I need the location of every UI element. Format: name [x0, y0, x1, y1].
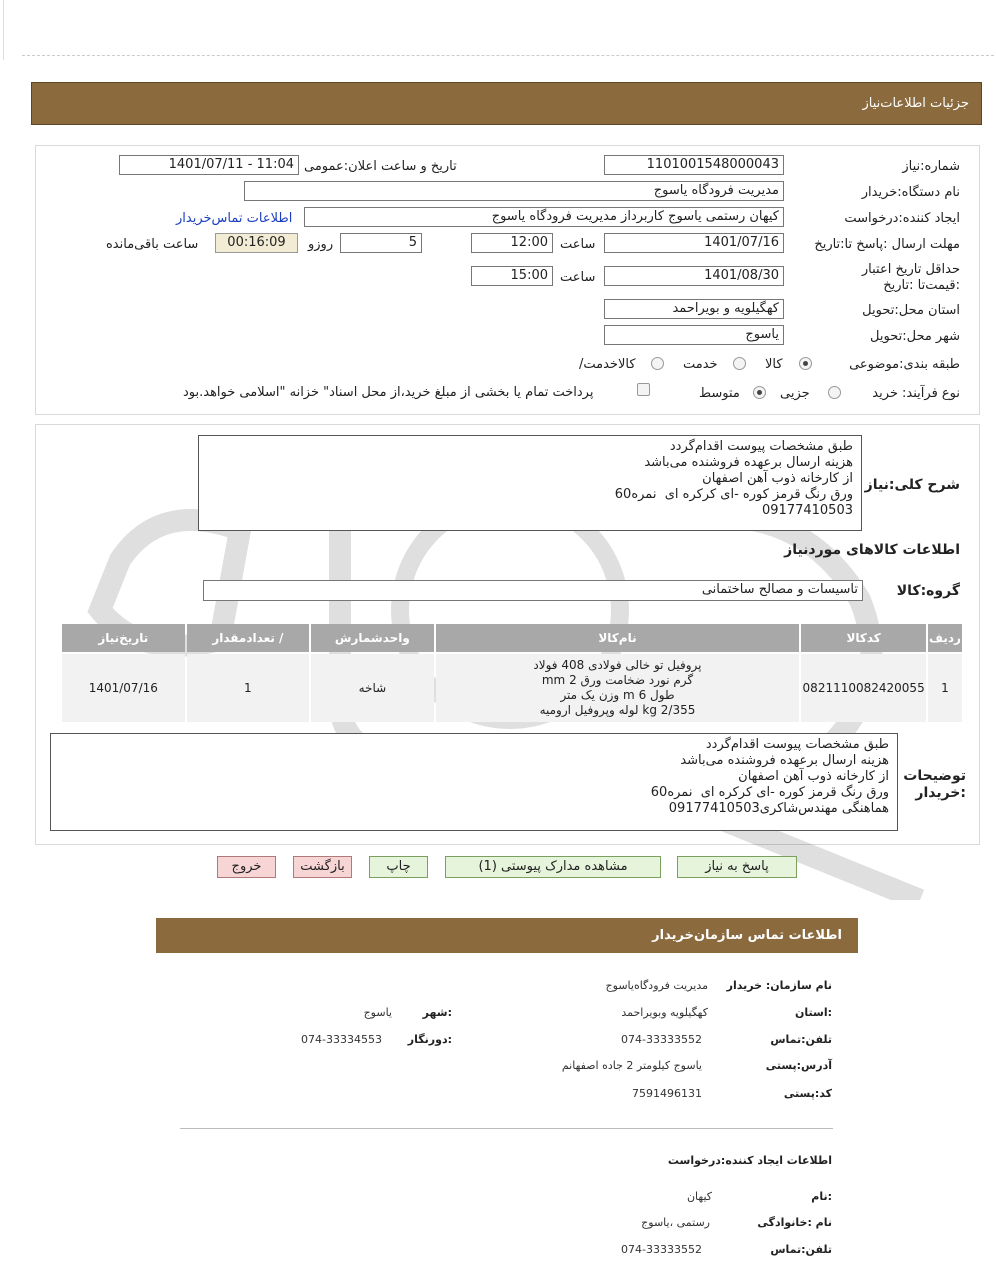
creator-family-label: نام :خانوادگی [757, 1216, 832, 1229]
col-code: کدکالا [801, 624, 926, 652]
deadline-hour-label: ساعت [560, 237, 596, 252]
process-radio-minor[interactable] [828, 386, 841, 399]
details-header [31, 82, 982, 125]
province-field: کهگیلویه و بویراحمد [604, 299, 784, 319]
remaining-timer: 00:16:09 [215, 233, 298, 253]
creator-name-value: کیهان [686, 1190, 712, 1203]
goods-table [60, 622, 964, 724]
contact-city-value: یاسوج [363, 1006, 392, 1019]
need-number-field: 1101001548000043 [604, 155, 784, 175]
deadline-label: مهلت ارسال :پاسخ تا:تاریخ [814, 237, 960, 252]
requester-field: کیهان رستمی یاسوج کاربرداز مدیریت فرودگاه یاسوج [304, 207, 784, 227]
goods-group-field: تاسیسات و مصالح ساختمانی [203, 580, 863, 601]
col-row: ردیف [928, 624, 962, 652]
category-option-goods-service: کالاخدمت/ [579, 357, 636, 372]
category-radio-goods-service[interactable] [651, 357, 664, 370]
goods-section-title: اطلاعات کالاهای موردنیاز [784, 542, 960, 558]
cell-qty: 1 [187, 654, 310, 722]
col-date: تاریخ‌نیاز [62, 624, 185, 652]
creator-phone-label: تلفن:تماس [770, 1243, 832, 1256]
description-box: طبق مشخصات پیوست اقدام‌گردد هزینه ارسال برعهده فروشنده می‌باشد از کارخانه ذوب آهن اصفهان ورق رنگ قرمز کوره -ای کرکره ای نمره60 09177410503 [198, 435, 862, 531]
creator-family-value: رستمی ،یاسوج [641, 1216, 710, 1229]
buyer-contact-title: اطلاعات تماس سازمان‌خریدار [652, 928, 842, 943]
process-label: نوع فرآیند: خرید [872, 386, 960, 401]
category-option-service: خدمت [683, 357, 718, 372]
contact-fax-label: :دورنگار [407, 1033, 452, 1046]
province-label: استان محل:تحویل [862, 303, 960, 318]
exit-button[interactable]: خروج [217, 856, 276, 878]
validity-hour-label: ساعت [560, 270, 596, 285]
col-name: نام‌کالا [436, 624, 800, 652]
goods-table-wrap [60, 622, 964, 724]
deadline-date-field: 1401/07/16 [604, 233, 784, 253]
contact-city-label: :شهر [422, 1006, 452, 1019]
contact-org-label: نام سازمان: خریدار [726, 979, 832, 992]
contact-phone-value: 074-33333552 [621, 1033, 702, 1046]
cell-code: 0821110082420055 [801, 654, 926, 722]
contact-divider [180, 1128, 833, 1129]
creator-title: اطلاعات ایجاد کننده:درخواست [667, 1154, 832, 1167]
validity-label: حداقل تاریخ اعتبار :قیمت‌تا :تاریخ [861, 262, 960, 293]
cell-date: 1401/07/16 [62, 654, 185, 722]
col-unit: واحدشمارش [311, 624, 434, 652]
contact-address-value: یاسوج کیلومتر 2 جاده اصفهانم [561, 1059, 702, 1072]
buyer-notes-box: طبق مشخصات پیوست اقدام‌گردد هزینه ارسال برعهده فروشنده می‌باشد از کارخانه ذوب آهن اصفهان ورق رنگ قرمز کوره -ای کرکره ای نمره60 هماهنگی مهندس‌شاکری09177410503 [50, 733, 898, 831]
buyer-notes-label: توضیحات :خریدار [903, 768, 966, 801]
treasury-payment-note: پرداخت تمام یا بخشی از مبلغ خرید،از محل اسناد" خزانه "اسلامی خواهد.بود [183, 385, 594, 400]
category-option-goods: کالا [765, 357, 783, 372]
days-label: روزو [308, 237, 334, 252]
city-label: شهر محل:تحویل [870, 329, 960, 344]
contact-postal-value: 7591496131 [632, 1087, 702, 1100]
creator-name-label: :نام [811, 1190, 832, 1203]
validity-date-field: 1401/08/30 [604, 266, 784, 286]
contact-postal-label: کد:پستی [783, 1087, 832, 1100]
cell-name: پروفیل تو خالی فولادی 408 فولاد گرم نورد ضخامت ورق 2 mm طول 6 m وزن یک متر 2/355 kg لوله وپروفیل ارومیه [436, 654, 800, 722]
category-radio-service[interactable] [733, 357, 746, 370]
city-field: یاسوج [604, 325, 784, 345]
print-button[interactable]: چاپ [369, 856, 428, 878]
attachments-button[interactable]: مشاهده مدارک پیوستی (1) [445, 856, 661, 878]
buyer-org-field: مدیریت فرودگاه یاسوج [244, 181, 784, 201]
contact-org-value: مدیریت فرودگاه‌یاسوج [605, 979, 708, 992]
contact-fax-value: 074-33334553 [301, 1033, 382, 1046]
category-label: طبقه بندی:موضوعی [849, 357, 960, 372]
deadline-time-field: 12:00 [471, 233, 553, 253]
buyer-contact-link[interactable]: اطلاعات تماس‌خریدار [176, 211, 293, 226]
contact-address-label: آدرس:پستی [765, 1059, 832, 1072]
top-separator [22, 55, 994, 56]
reply-button[interactable]: پاسخ به نیاز [677, 856, 797, 878]
creator-phone-value: 074-33333552 [621, 1243, 702, 1256]
need-number-label: شماره:نیاز [902, 159, 960, 174]
validity-time-field: 15:00 [471, 266, 553, 286]
col-qty: / تعدادمقدار [187, 624, 310, 652]
back-button[interactable]: بازگشت [293, 856, 352, 878]
contact-province-value: کهگیلویه وبویراحمد [621, 1006, 708, 1019]
remaining-label: ساعت باقی‌مانده [106, 237, 199, 252]
contact-province-label: :استان [795, 1006, 832, 1019]
cell-row: 1 [928, 654, 962, 722]
process-radio-medium[interactable] [753, 386, 766, 399]
days-field: 5 [340, 233, 422, 253]
contact-phone-label: تلفن:تماس [770, 1033, 832, 1046]
goods-table-header [62, 624, 962, 652]
treasury-payment-checkbox[interactable] [637, 383, 650, 396]
description-label: شرح کلی:نیاز [864, 477, 960, 493]
announce-field: 1401/07/11 - 11:04 [119, 155, 299, 175]
header-title: جزئیات اطلاعات‌نیاز [862, 96, 969, 111]
page-edge-line [3, 0, 4, 60]
cell-unit: شاخه [311, 654, 434, 722]
category-radio-goods[interactable] [799, 357, 812, 370]
table-row [62, 654, 962, 722]
buyer-contact-header [156, 918, 858, 953]
requester-label: ایجاد کننده:درخواست [844, 211, 960, 226]
goods-group-label: گروه:کالا [896, 583, 960, 599]
announce-label: تاریخ و ساعت اعلان:عمومی [304, 159, 457, 174]
buyer-org-label: نام دستگاه:خریدار [861, 185, 960, 200]
process-option-minor: جزیی [780, 386, 810, 401]
process-option-medium: متوسط [699, 386, 740, 401]
